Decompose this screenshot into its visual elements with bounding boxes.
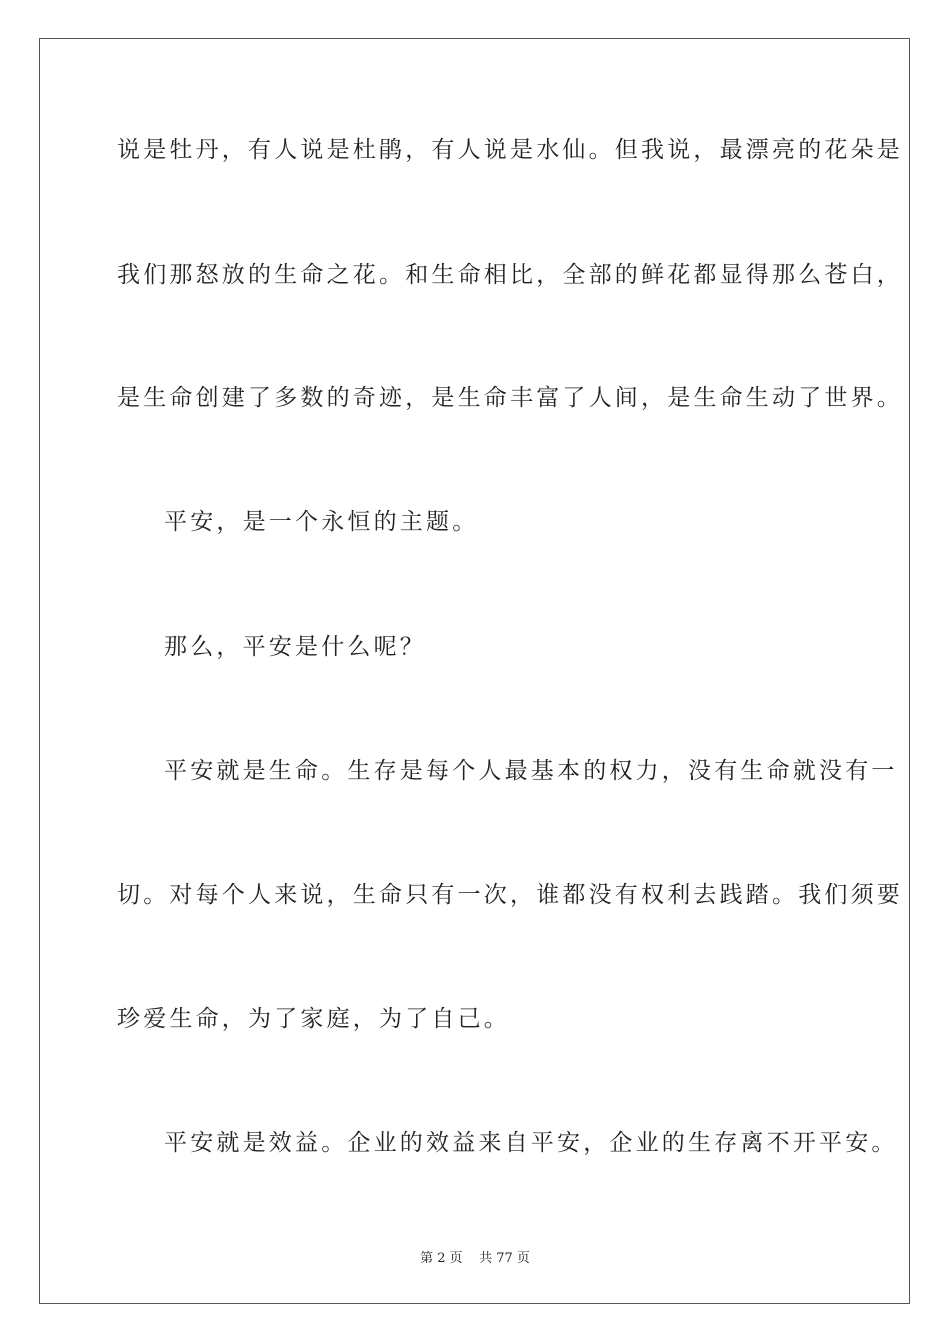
paragraph-line: 说是牡丹，有人说是杜鹃，有人说是水仙。但我说，最漂亮的花朵是 — [117, 137, 903, 163]
page-number-footer: 第 2 页 共 77 页 — [420, 1251, 530, 1266]
paragraph-line: 切。对每个人来说，生命只有一次，谁都没有权利去践踏。我们须要 — [117, 882, 903, 908]
paragraph-line: 平安，是一个永恒的主题。 — [164, 509, 479, 535]
paragraph-line: 平安就是效益。企业的效益来自平安，企业的生存离不开平安。 — [164, 1130, 898, 1156]
paragraph-line: 那么，平安是什么呢？ — [164, 634, 426, 660]
paragraph-line: 我们那怒放的生命之花。和生命相比，全部的鲜花都显得那么苍白， — [117, 262, 903, 288]
page-border — [39, 38, 910, 1304]
paragraph-line: 珍爱生命，为了家庭，为了自己。 — [117, 1006, 510, 1032]
paragraph-line: 平安就是生命。生存是每个人最基本的权力，没有生命就没有一 — [164, 758, 898, 784]
paragraph-line: 是生命创建了多数的奇迹，是生命丰富了人间，是生命生动了世界。 — [117, 385, 903, 411]
